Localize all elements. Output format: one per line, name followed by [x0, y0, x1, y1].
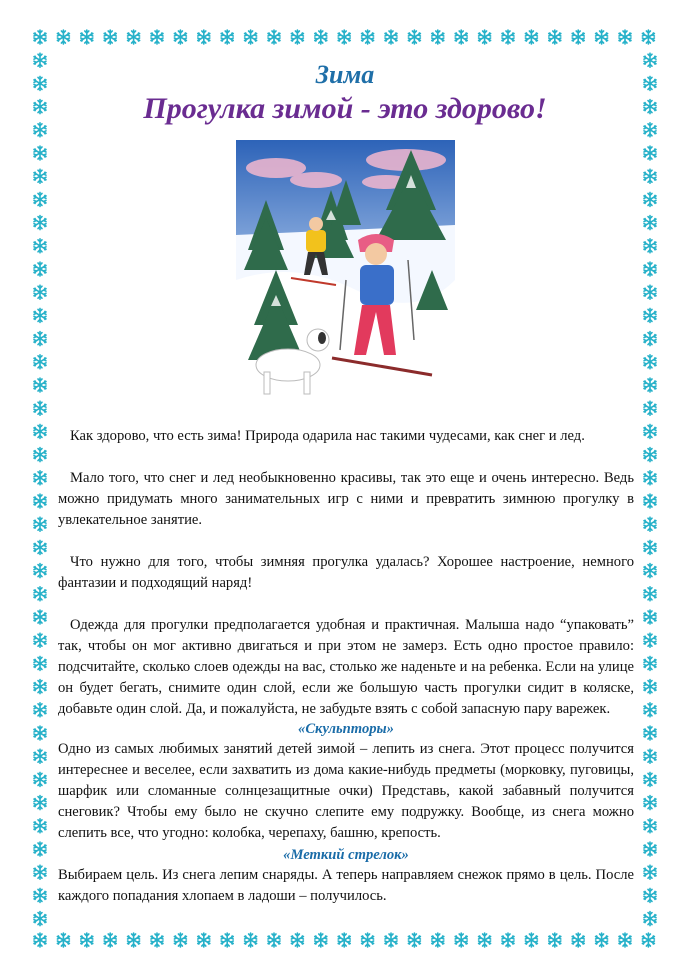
snowflake-icon: [644, 517, 656, 531]
snowflake-icon: [644, 564, 656, 578]
snowflake-icon: [502, 933, 514, 947]
snowflake-icon: [385, 933, 397, 947]
snowflake-icon: [34, 146, 46, 160]
snowflake-icon: [644, 332, 656, 346]
snowflake-icon: [644, 540, 656, 554]
page-subtitle: Прогулка зимой - это здорово!: [143, 92, 547, 125]
snowflake-icon: [34, 749, 46, 763]
snowflake-icon: [644, 262, 656, 276]
snowflake-icon: [479, 30, 491, 44]
snowflake-icon: [34, 332, 46, 346]
snowflake-icon: [81, 933, 93, 947]
children-skiing-illustration: [236, 140, 455, 408]
snowflake-icon: [34, 933, 46, 947]
snowflake-icon: [502, 30, 514, 44]
paragraph: Выбираем цель. Из снега лепим снаряды. А теперь направляем снежок прямо в цель. После каждого попадания хлопаем в ладоши – получилось.: [58, 867, 634, 904]
snowflake-icon: [34, 308, 46, 322]
snowflake-icon: [644, 610, 656, 624]
snowflake-icon: [34, 494, 46, 508]
snowflake-icon: [34, 726, 46, 740]
snowflake-icon: [34, 378, 46, 392]
snowflake-icon: [34, 169, 46, 183]
snowflake-icon: [644, 308, 656, 322]
snowflake-icon: [644, 819, 656, 833]
snowflake-icon: [644, 216, 656, 230]
snowflake-icon: [291, 933, 303, 947]
snowflake-icon: [338, 30, 350, 44]
snowflake-icon: [34, 471, 46, 485]
snowflake-icon: [644, 888, 656, 902]
snowflake-icon: [34, 564, 46, 578]
snowflake-icon: [34, 796, 46, 810]
snowflake-icon: [174, 933, 186, 947]
snowflake-icon: [128, 30, 140, 44]
paragraph: Одежда для прогулки предполагается удобная и практичная. Малыша надо “упаковать” так, чтобы он мог активно двигаться и при этом не замерз. Есть одно простое правило: подсчитайте, сколько слоев одежды на вас, столько же наденьте и на ребенка. Если на улице он будет бегать, снимите один слой, если же большую часть прогулки сидит в коляске, добавьте один слой. Да, и пожалуйста, не забудьте взять с собой запасную пару варежек.: [58, 617, 634, 717]
snowflake-icon: [644, 587, 656, 601]
snowflake-icon: [104, 933, 116, 947]
snowflake-icon: [596, 933, 608, 947]
snowflake-icon: [644, 749, 656, 763]
snowflake-icon: [408, 933, 420, 947]
snowflake-icon: [644, 842, 656, 856]
snowflake-icon: [644, 471, 656, 485]
snowflake-icon: [644, 772, 656, 786]
snowflake-icon: [34, 239, 46, 253]
snowflake-icon: [525, 30, 537, 44]
page-title: Зима: [315, 60, 375, 89]
snowflake-icon: [291, 30, 303, 44]
snowflake-icon: [455, 30, 467, 44]
snowflake-icon: [34, 401, 46, 415]
snowflake-icon: [644, 865, 656, 879]
snowflake-icon: [644, 169, 656, 183]
snowflake-icon: [268, 30, 280, 44]
snowflake-icon: [128, 933, 140, 947]
snowflake-icon: [644, 355, 656, 369]
snowflake-icon: [34, 703, 46, 717]
snowflake-icon: [81, 30, 93, 44]
snowflake-icon: [549, 933, 561, 947]
snowflake-icon: [151, 30, 163, 44]
snowflake-icon: [619, 30, 631, 44]
snowflake-icon: [245, 933, 257, 947]
snowflake-icon: [385, 30, 397, 44]
snowflake-icon: [338, 933, 350, 947]
snowflake-icon: [34, 540, 46, 554]
snowflake-icon: [221, 933, 233, 947]
snowflake-icon: [619, 933, 631, 947]
snowflake-icon: [644, 912, 656, 926]
snowflake-icon: [34, 285, 46, 299]
snowflake-icon: [34, 680, 46, 694]
snowflake-icon: [644, 239, 656, 253]
snowflake-icon: [644, 633, 656, 647]
snowflake-icon: [432, 30, 444, 44]
snowflake-icon: [642, 30, 654, 44]
snowflake-icon: [315, 30, 327, 44]
snowflake-icon: [198, 933, 210, 947]
snowflake-icon: [34, 424, 46, 438]
snowflake-icon: [104, 30, 116, 44]
snowflake-icon: [644, 703, 656, 717]
snowflake-icon: [34, 448, 46, 462]
snowflake-icon: [221, 30, 233, 44]
paragraph: Мало того, что снег и лед необыкновенно красивы, так это еще и очень интересно. Ведь можно придумать много занимательных игр с ними и превратить зимнюю прогулку в увлекательное занятие.: [58, 470, 634, 528]
snowflake-icon: [34, 912, 46, 926]
snowflake-icon: [644, 796, 656, 810]
snowflake-icon: [34, 772, 46, 786]
snowflake-icon: [34, 842, 46, 856]
snowflake-icon: [479, 933, 491, 947]
snowflake-icon: [198, 30, 210, 44]
snowflake-icon: [572, 30, 584, 44]
snowflake-icon: [34, 192, 46, 206]
snowflake-icon: [57, 30, 69, 44]
snowflake-icon: [34, 610, 46, 624]
snowflake-icon: [34, 888, 46, 902]
snowflake-icon: [596, 30, 608, 44]
snowflake-icon: [34, 216, 46, 230]
snowflake-icon: [455, 933, 467, 947]
snowflake-icon: [362, 933, 374, 947]
snowflake-icon: [549, 30, 561, 44]
snowflake-icon: [34, 262, 46, 276]
snowflake-icon: [644, 378, 656, 392]
snowflake-icon: [315, 933, 327, 947]
snowflake-icon: [644, 146, 656, 160]
snowflake-icon: [644, 401, 656, 415]
article-body: [58, 426, 634, 907]
snowflake-icon: [174, 30, 186, 44]
paragraph: Что нужно для того, чтобы зимняя прогулка удалась? Хорошее настроение, немного фантазии и подходящий наряд!: [58, 554, 634, 591]
snowflake-icon: [34, 656, 46, 670]
snowflake-icon: [151, 933, 163, 947]
snowflake-icon: [34, 865, 46, 879]
snowflake-icon: [34, 819, 46, 833]
snowflake-icon: [644, 680, 656, 694]
snowflake-icon: [57, 933, 69, 947]
snowflake-icon: [644, 726, 656, 740]
snowflake-icon: [362, 30, 374, 44]
snowflake-icon: [34, 633, 46, 647]
snowflake-icon: [644, 285, 656, 299]
snowflake-icon: [644, 494, 656, 508]
snowflake-icon: [644, 656, 656, 670]
snowflake-icon: [34, 517, 46, 531]
snowflake-icon: [34, 30, 46, 44]
snowflake-icon: [268, 933, 280, 947]
snowflake-icon: [408, 30, 420, 44]
paragraph: Как здорово, что есть зима! Природа одарила нас такими чудесами, как снег и лед.: [70, 428, 585, 444]
paragraph: Одно из самых любимых занятий детей зимой – лепить из снега. Этот процесс получится интереснее и веселее, если захватить из дома какие-нибудь предметы (морковку, пуговицы, шарфик или сломанные солнцезащитные очки) Представь, какой забавный получится снеговик? Чтобы ему было не скучно слепите ему подружку. Вообще, из снега можно слепить все, что угодно: колобка, черепаху, башню, крепость.: [58, 741, 634, 841]
section-heading-sculptors: «Скульпторы»: [298, 721, 394, 737]
snowflake-icon: [644, 448, 656, 462]
snowflake-icon: [642, 933, 654, 947]
snowflake-icon: [644, 192, 656, 206]
snowflake-icon: [572, 933, 584, 947]
snowflake-icon: [525, 933, 537, 947]
snowflake-icon: [34, 355, 46, 369]
snowflake-icon: [644, 424, 656, 438]
section-heading-sharpshooter: «Меткий стрелок»: [283, 847, 409, 863]
snowflake-icon: [34, 587, 46, 601]
snowflake-icon: [245, 30, 257, 44]
snowflake-icon: [432, 933, 444, 947]
